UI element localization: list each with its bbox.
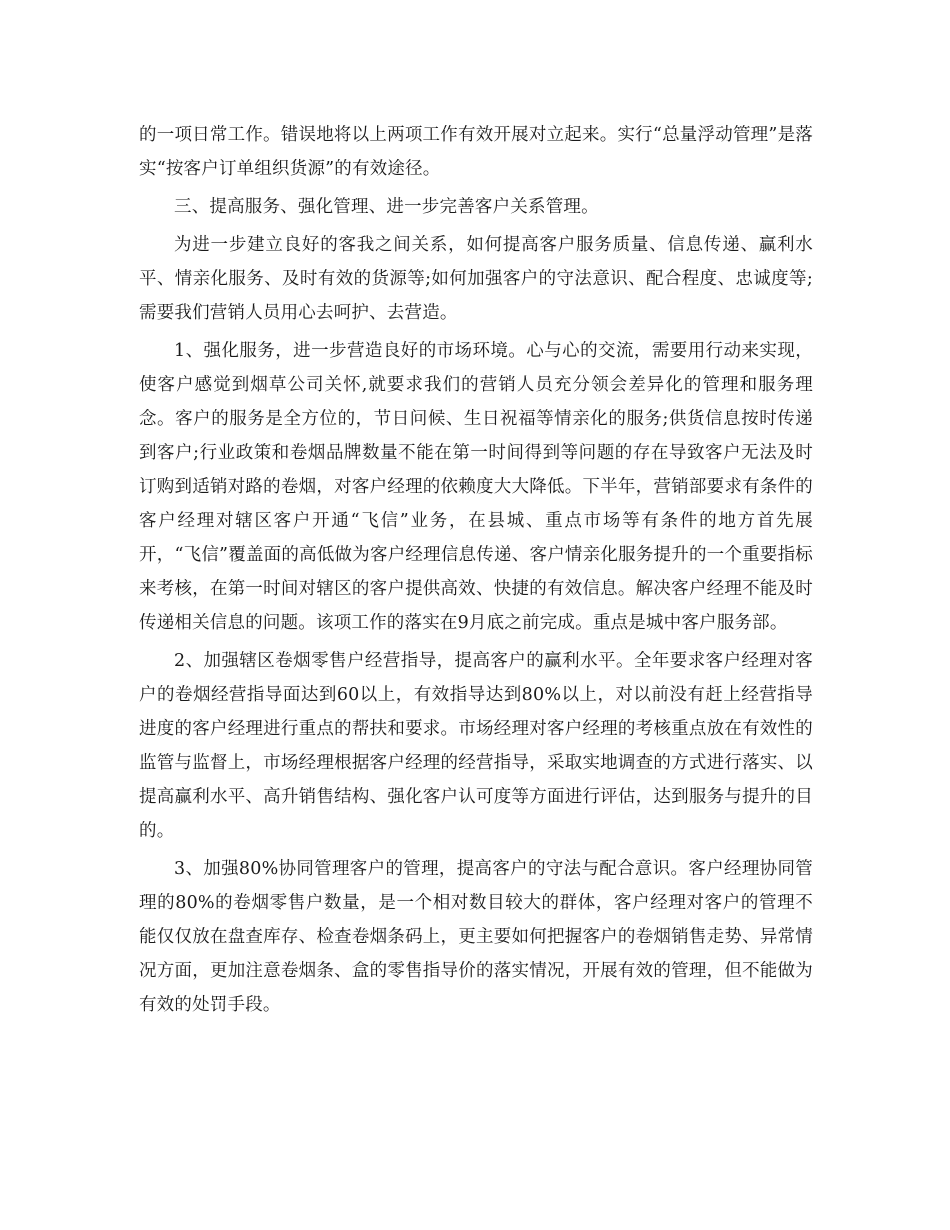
paragraph-continuation: 的一项日常工作。错误地将以上两项工作有效开展对立起来。实行“总量浮动管理”是落实“按客户订单组织货源”的有效途径。 <box>139 125 813 179</box>
document-page <box>139 118 813 1026</box>
paragraph-intro: 为进一步建立良好的客我之间关系，如何提高客户服务质量、信息传递、赢利水平、情亲化服务、及时有效的货源等;如何加强客户的守法意识、配合程度、忠诚度等;需要我们营销人员用心去呵护、去营造。 <box>139 235 813 323</box>
paragraph-item-2: 2、加强辖区卷烟零售户经营指导，提高客户的赢利水平。全年要求客户经理对客户的卷烟经营指导面达到60以上，有效指导达到80%以上，对以前没有赶上经营指导进度的客户经理进行重点的帮扶和要求。市场经理对客户经理的考核重点放在有效性的监管与监督上，市场经理根据客户经理的经营指导，采取实地调查的方式进行落实、以提高赢利水平、高升销售结构、强化客户认可度等方面进行评估，达到服务与提升的目的。 <box>139 651 813 841</box>
paragraph-item-1: 1、强化服务，进一步营造良好的市场环境。心与心的交流，需要用行动来实现，使客户感觉到烟草公司关怀,就要求我们的营销人员充分领会差异化的管理和服务理念。客户的服务是全方位的，节日问候、生日祝福等情亲化的服务;供货信息按时传递到客户;行业政策和卷烟品牌数量不能在第一时间得到等问题的存在导致客户无法及时订购到适销对路的卷烟，对客户经理的依赖度大大降低。下半年，营销部要求有条件的客户经理对辖区客户开通“飞信”业务，在县城、重点市场等有条件的地方首先展开，“飞信”覆盖面的高低做为客户经理信息传递、客户情亲化服务提升的一个重要指标来考核，在第一时间对辖区的客户提供高效、快捷的有效信息。解决客户经理不能及时传递相关信息的问题。该项工作的落实在9月底之前完成。重点是城中客户服务部。 <box>139 341 813 633</box>
section-heading-three: 三、提高服务、强化管理、进一步完善客户关系管理。 <box>174 197 599 217</box>
paragraph-item-3: 3、加强80%协同管理客户的管理，提高客户的守法与配合意识。客户经理协同管理的80%的卷烟零售户数量，是一个相对数目较大的群体，客户经理对客户的管理不能仅仅放在盘查库存、检查卷烟条码上，更主要如何把握客户的卷烟销售走势、异常情况方面，更加注意卷烟条、盒的零售指导价的落实情况，开展有效的管理，但不能做为有效的处罚手段。 <box>139 859 813 1015</box>
